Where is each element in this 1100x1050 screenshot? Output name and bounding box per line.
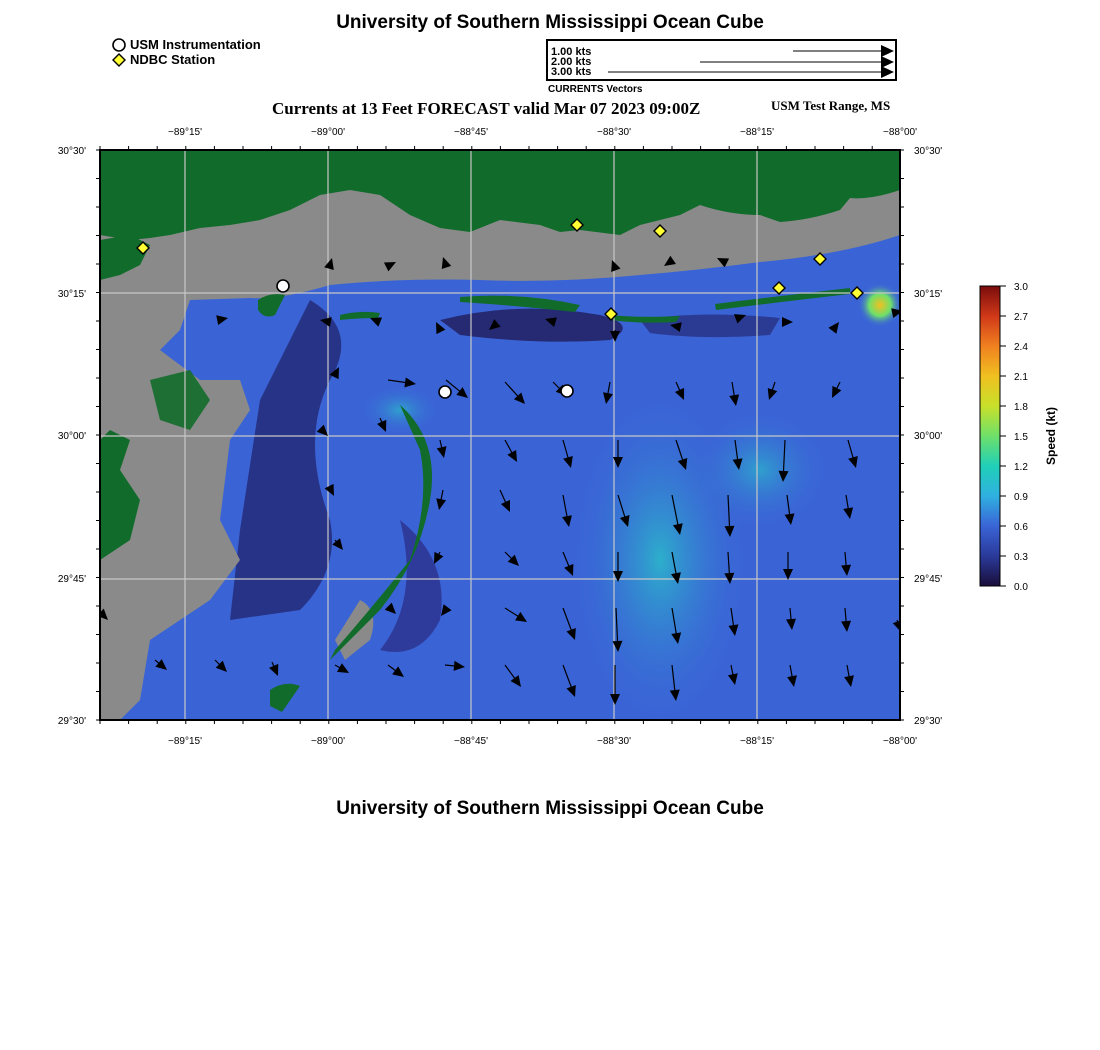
range-label: USM Test Range, MS <box>771 98 891 113</box>
colorbar-label: Speed (kt) <box>1044 406 1058 466</box>
colorbar-tick-label: 2.1 <box>1014 372 1028 383</box>
lat-label: 30°15' <box>914 289 943 300</box>
lat-labels-left <box>58 146 86 727</box>
lat-label: 30°30' <box>57 146 86 157</box>
colorbar-tick-label: 3.0 <box>1014 282 1028 293</box>
lon-label: −88°30' <box>597 127 631 138</box>
lon-label: −88°45' <box>454 127 488 138</box>
lon-label: −88°00' <box>883 127 917 138</box>
colorbar-tick-label: 2.4 <box>1014 342 1028 353</box>
lat-label: 29°45' <box>57 574 86 585</box>
colorbar-tick-label: 0.6 <box>1014 522 1028 533</box>
lat-label: 30°30' <box>914 146 943 157</box>
lon-label: −89°00' <box>311 736 345 747</box>
colorbar-tick-label: 1.2 <box>1014 462 1028 473</box>
fast-current-area <box>858 283 902 327</box>
vector-scale-2: 2.00 kts <box>551 56 592 68</box>
lat-label: 30°00' <box>57 431 86 442</box>
ndbc-legend-label: NDBC Station <box>130 52 216 67</box>
colorbar-tick-label: 1.8 <box>1014 402 1028 413</box>
lon-label: −88°30' <box>597 736 631 747</box>
lon-label: −89°15' <box>168 736 202 747</box>
lat-label: 30°15' <box>57 289 86 300</box>
lat-labels-right <box>914 146 942 727</box>
colorbar-tick-label: 2.7 <box>1014 312 1028 323</box>
lon-label: −88°15' <box>740 736 774 747</box>
lat-label: 29°30' <box>914 716 943 727</box>
forecast-subtitle: Currents at 13 Feet FORECAST valid Mar 07 2023 09:00Z <box>272 99 701 118</box>
fast-current-area <box>360 385 440 435</box>
lon-label: −88°00' <box>883 736 917 747</box>
usm-instrument-marker <box>439 386 451 398</box>
lon-labels-bottom <box>168 736 917 747</box>
vector-scale-1: 1.00 kts <box>551 46 592 58</box>
vector-scale-caption: CURRENTS Vectors <box>548 84 643 95</box>
lon-label: −88°45' <box>454 736 488 747</box>
map-layers <box>97 150 903 730</box>
colorbar-tick-label: 0.3 <box>1014 552 1028 563</box>
footer-title: University of Southern Mississippi Ocean Cube <box>336 798 764 819</box>
usm-legend-label: USM Instrumentation <box>130 37 261 52</box>
lon-labels-top <box>168 127 917 138</box>
speed-colorbar <box>980 286 1000 586</box>
usm-instrument-marker <box>561 385 573 397</box>
colorbar-tick-label: 0.9 <box>1014 492 1028 503</box>
page-title: University of Southern Mississippi Ocean Cube <box>336 12 764 33</box>
usm-instrument-marker <box>277 280 289 292</box>
colorbar-tick-label: 0.0 <box>1014 582 1028 593</box>
colorbar-tick-label: 1.5 <box>1014 432 1028 443</box>
vector-scale-3: 3.00 kts <box>551 66 592 78</box>
lat-label: 29°30' <box>57 716 86 727</box>
fast-current-area <box>690 410 830 530</box>
lat-label: 30°00' <box>914 431 943 442</box>
lat-label: 29°45' <box>914 574 943 585</box>
lon-label: −88°15' <box>740 127 774 138</box>
colorbar-ticks <box>1000 282 1028 593</box>
lon-label: −89°15' <box>168 127 202 138</box>
lon-label: −89°00' <box>311 127 345 138</box>
